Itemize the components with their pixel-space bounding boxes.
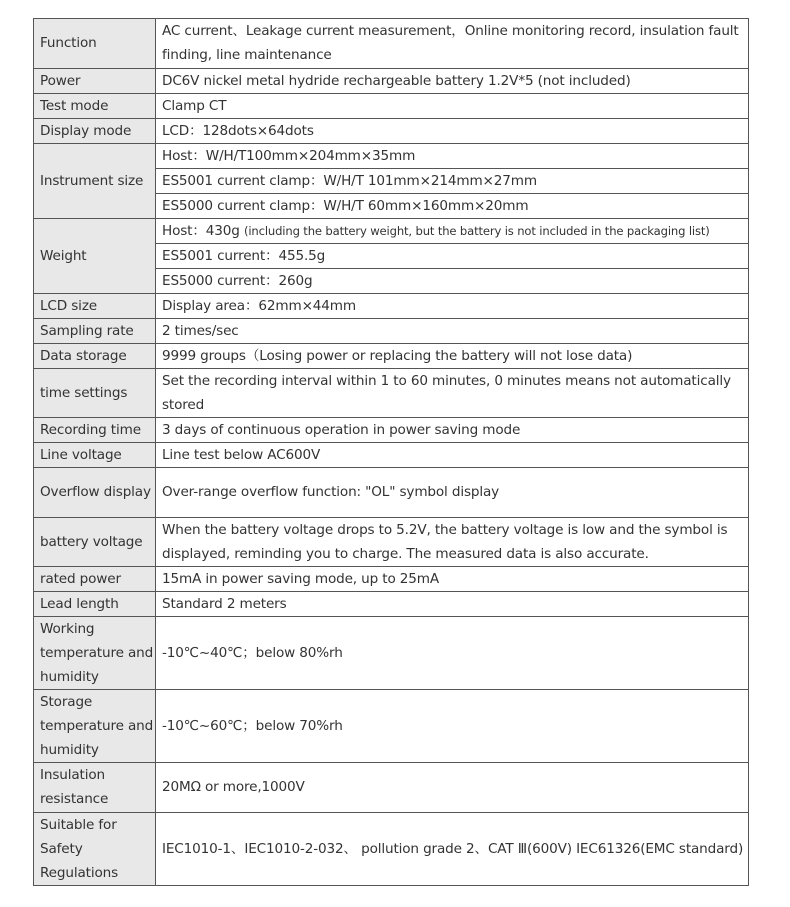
row-label: Overflow display [34,468,156,518]
row-label: Function [34,19,156,69]
table-row-lcd-size [34,293,749,318]
row-label: Insulation resistance [34,763,156,813]
table-row-working-temperature [34,617,749,690]
row-label: rated power [34,567,156,592]
table-row-display-mode [34,118,749,143]
weight-note: (including the battery weight, but the battery is not included in the packaging list) [243,223,710,238]
row-label: Suitable for Safety Regulations [34,812,156,885]
row-value: Host：W/H/T100mm×204mm×35mm [156,143,749,168]
table-row-sampling-rate [34,318,749,343]
row-label: LCD size [34,293,156,318]
table-row-data-storage [34,343,749,368]
row-value: Standard 2 meters [156,592,749,617]
table-row-lead-length [34,592,749,617]
row-value: -10℃~60℃；below 70%rh [156,690,749,763]
row-value: AC current、Leakage current measurement，Online monitoring record, insulation fault finding, line maintenance [156,19,749,69]
table-row-recording-time [34,418,749,443]
table-row-storage-temperature [34,690,749,763]
row-label: Data storage [34,343,156,368]
row-label: Power [34,68,156,93]
row-label: Recording time [34,418,156,443]
row-label: Sampling rate [34,318,156,343]
row-label: time settings [34,368,156,418]
table-row-time-settings [34,368,749,418]
table-row-rated-power [34,567,749,592]
power-note: (not included) [537,72,631,89]
row-value: 2 times/sec [156,318,749,343]
row-value: 3 days of continuous operation in power saving mode [156,418,749,443]
row-value: 20MΩ or more,1000V [156,763,749,813]
table-row-power [34,68,749,93]
row-value: Display area：62mm×44mm [156,293,749,318]
row-value: 9999 groups（Losing power or replacing the battery will not lose data) [156,343,749,368]
row-value: Clamp CT [156,93,749,118]
table-row-weight [34,218,749,243]
row-value: ES5001 current：455.5g [156,243,749,268]
row-value: Over-range overflow function: "OL" symbol display [156,468,749,518]
table-row-line-voltage [34,443,749,468]
row-value: Line test below AC600V [156,443,749,468]
row-value: -10℃~40℃；below 80%rh [156,617,749,690]
row-label: Lead length [34,592,156,617]
table-row-function [34,19,749,69]
row-label: Working temperature and humidity [34,617,156,690]
row-value: LCD：128dots×64dots [156,118,749,143]
row-label: battery voltage [34,517,156,567]
row-label: Test mode [34,93,156,118]
table-row-test-mode [34,93,749,118]
row-value: Set the recording interval within 1 to 60 minutes, 0 minutes means not automatically stored [156,368,749,418]
power-value: DC6V nickel metal hydride rechargeable battery 1.2V*5 [162,72,534,89]
row-label: Line voltage [34,443,156,468]
row-value: ES5000 current clamp：W/H/T 60mm×160mm×20mm [156,193,749,218]
row-value: ES5000 current：260g [156,268,749,293]
row-value [156,68,749,93]
table-row-instrument-size [34,143,749,168]
row-value: When the battery voltage drops to 5.2V, the battery voltage is low and the symbol is displayed, reminding you to charge. The measured data is also accurate. [156,517,749,567]
table-row-safety-regulations [34,812,749,885]
table-row-battery-voltage [34,517,749,567]
row-value: IEC1010-1、IEC1010-2-032、 pollution grade 2、CAT Ⅲ(600V) IEC61326(EMC standard) [156,812,749,885]
row-label: Instrument size [34,143,156,218]
table-row-insulation-resistance [34,763,749,813]
specification-table [33,18,749,886]
weight-host-value: Host：430g [162,222,240,239]
row-label: Storage temperature and humidity [34,690,156,763]
row-label: Weight [34,218,156,293]
row-label: Display mode [34,118,156,143]
table-row-overflow-display [34,468,749,518]
row-value: ES5001 current clamp：W/H/T 101mm×214mm×27mm [156,168,749,193]
row-value: 15mA in power saving mode, up to 25mA [156,567,749,592]
row-value [156,218,749,243]
